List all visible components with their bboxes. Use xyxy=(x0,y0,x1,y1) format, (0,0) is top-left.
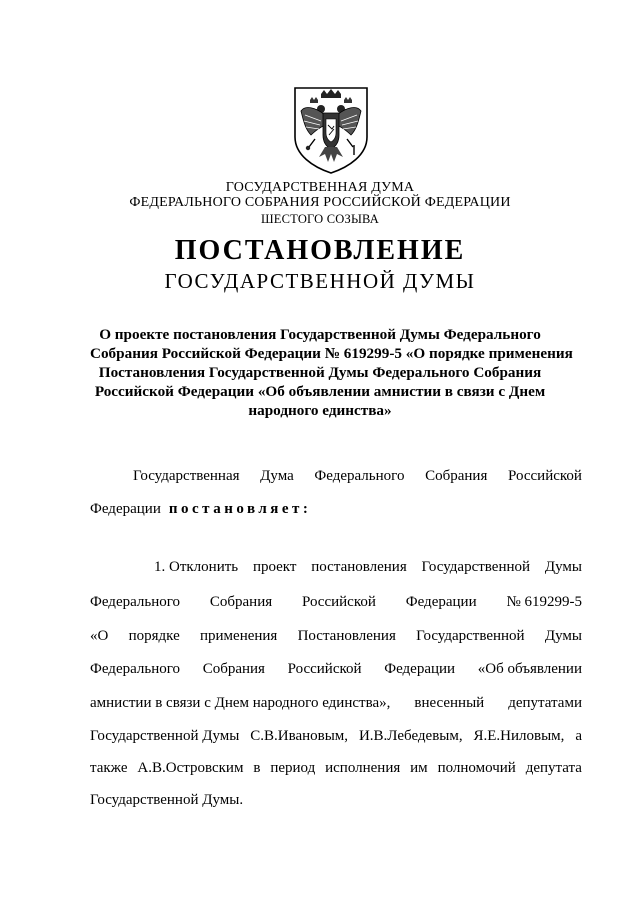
word: «Об объявлении xyxy=(477,661,582,677)
header-federal-assembly: ФЕДЕРАЛЬНОГО СОБРАНИЯ РОССИЙСКОЙ ФЕДЕРАЦИИ xyxy=(129,195,511,210)
word: Федерального xyxy=(90,661,181,677)
word: 1. Отклонить xyxy=(154,559,239,575)
header-convocation: ШЕСТОГО СОЗЫВА xyxy=(260,212,380,226)
word: И.В.Лебедевым, xyxy=(358,728,463,744)
word: порядке xyxy=(128,628,180,644)
word: а xyxy=(575,728,582,744)
word: С.В.Ивановым, xyxy=(250,728,349,744)
word: в xyxy=(253,760,261,776)
word: Российской xyxy=(301,594,376,610)
heading-line: О проекте постановления Государственной Думы Федерального xyxy=(99,326,541,343)
word: внесенный xyxy=(414,695,485,711)
word: Думы xyxy=(544,628,582,644)
word: применения xyxy=(199,628,278,644)
word: Государственной Думы xyxy=(90,728,240,744)
heading-line: Собрания Российской Федерации № 619299-5 «О порядке применения xyxy=(90,345,573,362)
word: Российской xyxy=(287,661,362,677)
word: Собрания xyxy=(425,468,488,484)
item-1-last-line xyxy=(90,790,243,810)
word: период xyxy=(270,760,316,776)
word: депутата xyxy=(525,760,582,776)
word: Дума xyxy=(260,468,294,484)
word: Государственной xyxy=(421,559,531,575)
word: № 619299-5 xyxy=(506,594,582,610)
word: Собрания xyxy=(209,594,273,610)
word: депутатами xyxy=(508,695,582,711)
word: «О xyxy=(90,628,109,644)
preamble-line-1 xyxy=(133,466,582,486)
item-1-line xyxy=(90,626,582,646)
word: Федерации xyxy=(384,661,456,677)
preamble-line-2 xyxy=(90,499,311,519)
document-subtitle: ГОСУДАРСТВЕННОЙ ДУМЫ xyxy=(164,269,476,293)
item-1-line xyxy=(90,693,582,713)
word: исполнения xyxy=(325,760,401,776)
word: Постановления xyxy=(297,628,396,644)
heading-line: народного единства» xyxy=(248,402,392,419)
word: Я.Е.Ниловым, xyxy=(473,728,565,744)
word: полномочий xyxy=(437,760,516,776)
coat-of-arms-icon xyxy=(291,85,371,175)
item-1-line xyxy=(90,592,582,612)
word: Федерации xyxy=(405,594,477,610)
item-1-line xyxy=(154,557,582,577)
heading-line: Постановления Государственной Думы Федерального Собрания xyxy=(98,364,542,381)
heading-line: Российской Федерации «Об объявлении амнистии в связи с Днем xyxy=(94,383,546,400)
resolves-text: постановляет: xyxy=(168,501,312,517)
word: А.В.Островским xyxy=(137,760,244,776)
word: Государственной Думы. xyxy=(90,792,244,808)
word: постановления xyxy=(311,559,407,575)
word: Государственной xyxy=(416,628,525,644)
word: им xyxy=(410,760,428,776)
word: Думы xyxy=(544,559,582,575)
word: Федерального xyxy=(314,468,405,484)
word: Федерации xyxy=(90,501,161,517)
word: Собрания xyxy=(202,661,265,677)
word: амнистии в связи с Днем народного единства», xyxy=(90,695,391,711)
word: Российской xyxy=(508,468,582,484)
document-title: ПОСТАНОВЛЕНИЕ xyxy=(174,235,466,266)
word: проект xyxy=(252,559,297,575)
word: также xyxy=(90,760,128,776)
word: Государственная xyxy=(133,468,240,484)
word: Федерального xyxy=(90,594,181,610)
item-1-line xyxy=(90,758,582,778)
header-duma: ГОСУДАРСТВЕННАЯ ДУМА xyxy=(225,180,415,195)
item-1-line xyxy=(90,659,582,679)
item-1-line xyxy=(90,726,582,746)
document-heading xyxy=(90,325,573,420)
